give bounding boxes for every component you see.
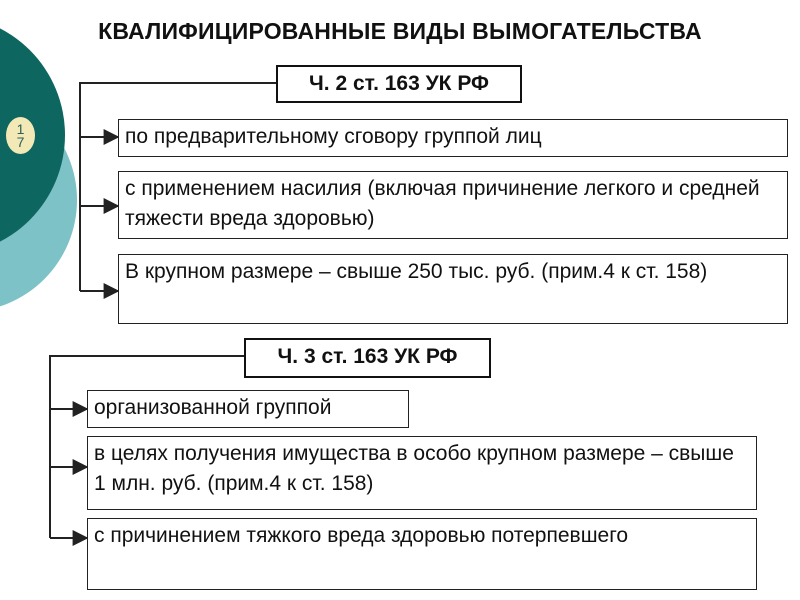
slide-number-bottom: 7 [16,133,25,150]
section1-item-2: с применением насилия (включая причинение легкого и средней тяжести вреда здоровью) [118,171,788,239]
section1-item-3: В крупном размере – свыше 250 тыс. руб. (прим.4 к ст. 158) [118,254,788,324]
section2-item-1: организованной группой [87,390,409,428]
slide-title: КВАЛИФИЦИРОВАННЫЕ ВИДЫ ВЫМОГАТЕЛЬСТВА [98,18,702,44]
section1-item-1: по предварительному сговору группой лиц [118,119,788,157]
section2-item-2: в целях получения имущества в особо крупном размере – свыше 1 млн. руб. (прим.4 к ст. 158) [87,436,757,510]
section1-heading: Ч. 2 ст. 163 УК РФ [276,65,522,103]
slide-number-top: 1 [16,120,25,137]
section2-item-3: с причинением тяжкого вреда здоровью потерпевшего [87,518,757,590]
section2-heading: Ч. 3 ст. 163 УК РФ [244,338,491,378]
